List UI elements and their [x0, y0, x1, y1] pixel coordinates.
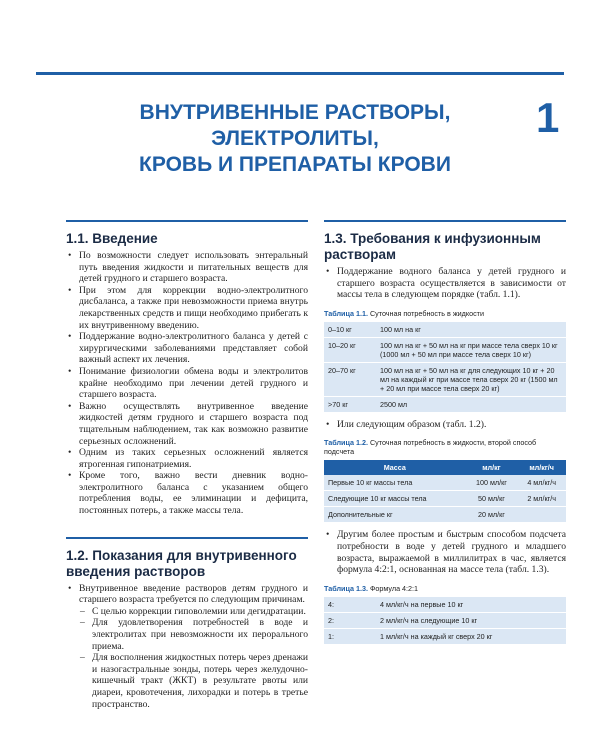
chapter-title-line-2: КРОВЬ И ПРЕПАРАТЫ КРОВИ — [139, 153, 451, 176]
table-1-2 — [324, 460, 566, 523]
table-caption: Суточная потребность в жидкости — [369, 308, 484, 318]
column-header: Масса — [324, 460, 466, 475]
right-column — [324, 220, 566, 645]
table-cell: 0–10 кг — [324, 322, 376, 338]
table-cell: 1 мл/кг/ч на каждый кг сверх 20 кг — [376, 628, 566, 644]
table-row — [324, 507, 566, 523]
table-cell: 20 мл/кг — [466, 507, 518, 523]
table-1-2-caption — [324, 438, 566, 456]
table-row — [324, 491, 566, 507]
table-1-1-caption — [324, 309, 566, 318]
chapter-title — [80, 100, 510, 178]
table-1-3 — [324, 597, 566, 645]
table-row — [324, 362, 566, 396]
list-item: • Важно осуществлять внутривенное введение жидкостей детям грудного и старшего возраста под тщательным наблюдением, так как возможно развитие серьезных осложнений. — [66, 401, 308, 447]
table-row — [324, 337, 566, 362]
table-cell: 100 мл на кг + 50 мл на кг для следующих 10 кг + 20 мл на каждый кг при массе тела сверх 20 кг (1500 мл + 20 мл при массе тела сверх 20 кг) — [376, 362, 566, 396]
table-row — [324, 597, 566, 613]
list-item — [66, 583, 308, 711]
table-row — [324, 396, 566, 412]
sublist-item: – С целью коррекции гиповолемии или дегидратации. — [79, 606, 308, 618]
list-item: • Одним из таких серьезных осложнений является ятрогенная гипонатриемия. — [66, 447, 308, 470]
list-item-text: Внутривенное введение растворов детям грудного и старшего возраста требуется по следующим причинам. — [79, 582, 308, 606]
table-label: Таблица 1.1. — [324, 308, 368, 318]
section-rule — [66, 220, 308, 222]
table-row — [324, 612, 566, 628]
table-cell — [517, 507, 566, 523]
indications-sublist — [79, 606, 308, 710]
column-header: мл/кг/ч — [517, 460, 566, 475]
table-cell: 1: — [324, 628, 376, 644]
table-cell: Следующие 10 кг массы тела — [324, 491, 466, 507]
top-rule — [36, 72, 564, 75]
section-rule — [324, 220, 566, 222]
table-cell: 100 мл на кг — [376, 322, 566, 338]
table-1-1 — [324, 322, 566, 413]
list-item: • Другим более простым и быстрым способом подсчета потребности в воде у детей грудного и младшего возраста, выражаемой в миллилитрах в час, является формула 4:2:1, основанная на массе тела (табл. 1.3). — [324, 529, 566, 575]
table-caption: Суточная потребность в жидкости, второй способ подсчета — [324, 438, 537, 457]
table-cell: 4 мл/кг/ч на первые 10 кг — [376, 597, 566, 613]
table-row — [324, 322, 566, 338]
table-cell: 2 мл/кг/ч — [517, 491, 566, 507]
section-heading-1-1: 1.1. Введение — [66, 231, 158, 246]
chapter-number: 1 — [536, 94, 560, 141]
table-cell: 2500 мл — [376, 396, 566, 412]
section-rule — [66, 537, 308, 539]
table-cell: 2: — [324, 612, 376, 628]
intro-list — [66, 250, 308, 517]
table-label: Таблица 1.3. — [324, 583, 368, 593]
table-label: Таблица 1.2. — [324, 438, 368, 448]
indications-list — [66, 583, 308, 711]
list-item: • Или следующим образом (табл. 1.2). — [324, 419, 566, 431]
table-1-3-caption — [324, 584, 566, 593]
left-column — [66, 220, 308, 710]
list-item: • Понимание физиологии обмена воды и электролитов крайне необходимо при лечении детей грудного и старшего возраста. — [66, 366, 308, 401]
table-cell: 20–70 кг — [324, 362, 376, 396]
section-heading-1-3: 1.3. Требования к инфузионным растворам — [324, 231, 541, 262]
list-item: • При этом для коррекции водно-электролитного дисбаланса, а также при невозможности приема внутрь лекарственных средств и пищи необходимо прибегать к их внутривенному введению. — [66, 285, 308, 331]
section-heading-1-2: 1.2. Показания для внутривенного введения растворов — [66, 547, 297, 579]
column-header: мл/кг — [466, 460, 518, 475]
table-caption: Формула 4:2:1 — [369, 583, 419, 593]
table-cell: 50 мл/кг — [466, 491, 518, 507]
sublist-item: – Для восполнения жидкостных потерь через дренажи и назогастральные зонды, потерь через желудочно-кишечный тракт (ЖКТ) в результате рвоты или диареи, кровотечения, лихорадки и потерь в третье пространство. — [79, 652, 308, 710]
requirements-list-3 — [324, 529, 566, 575]
table-cell: 4: — [324, 597, 376, 613]
table-row — [324, 475, 566, 491]
table-cell: 100 мл/кг — [466, 475, 518, 491]
list-item: • Поддержание водно-электролитного баланса у детей с хирургическими заболеваниями представляет собой важный аспект их лечения. — [66, 331, 308, 366]
table-row — [324, 628, 566, 644]
chapter-title-line-1: ВНУТРИВЕННЫЕ РАСТВОРЫ, ЭЛЕКТРОЛИТЫ, — [139, 101, 451, 150]
list-item: • По возможности следует использовать энтеральный путь введения жидкости и питательных веществ для детей грудного и старшего возраста. — [66, 250, 308, 285]
table-cell: >70 кг — [324, 396, 376, 412]
table-cell: 2 мл/кг/ч на следующие 10 кг — [376, 612, 566, 628]
table-cell: 100 мл на кг + 50 мл на кг при массе тела сверх 10 кг (1000 мл + 50 мл при массе тела сверх 10 кг) — [376, 337, 566, 362]
list-item: • Поддержание водного баланса у детей грудного и старшего возраста осуществляется в зависимости от массы тела в следующем порядке (табл. 1.1). — [324, 266, 566, 301]
table-cell: Дополнительные кг — [324, 507, 466, 523]
requirements-list-1 — [324, 266, 566, 301]
table-cell: Первые 10 кг массы тела — [324, 475, 466, 491]
table-cell: 10–20 кг — [324, 337, 376, 362]
list-item: • Кроме того, важно вести дневник водно-электролитного баланса с указанием общего потребления воды, ее элиминации и дефицита, постоянных потерь, а также массы тела. — [66, 470, 308, 516]
sublist-item: – Для удовлетворения потребностей в воде и электролитах при невозможности их перорального приема. — [79, 617, 308, 652]
requirements-list-2 — [324, 419, 566, 431]
table-cell: 4 мл/кг/ч — [517, 475, 566, 491]
table-header-row — [324, 460, 566, 475]
